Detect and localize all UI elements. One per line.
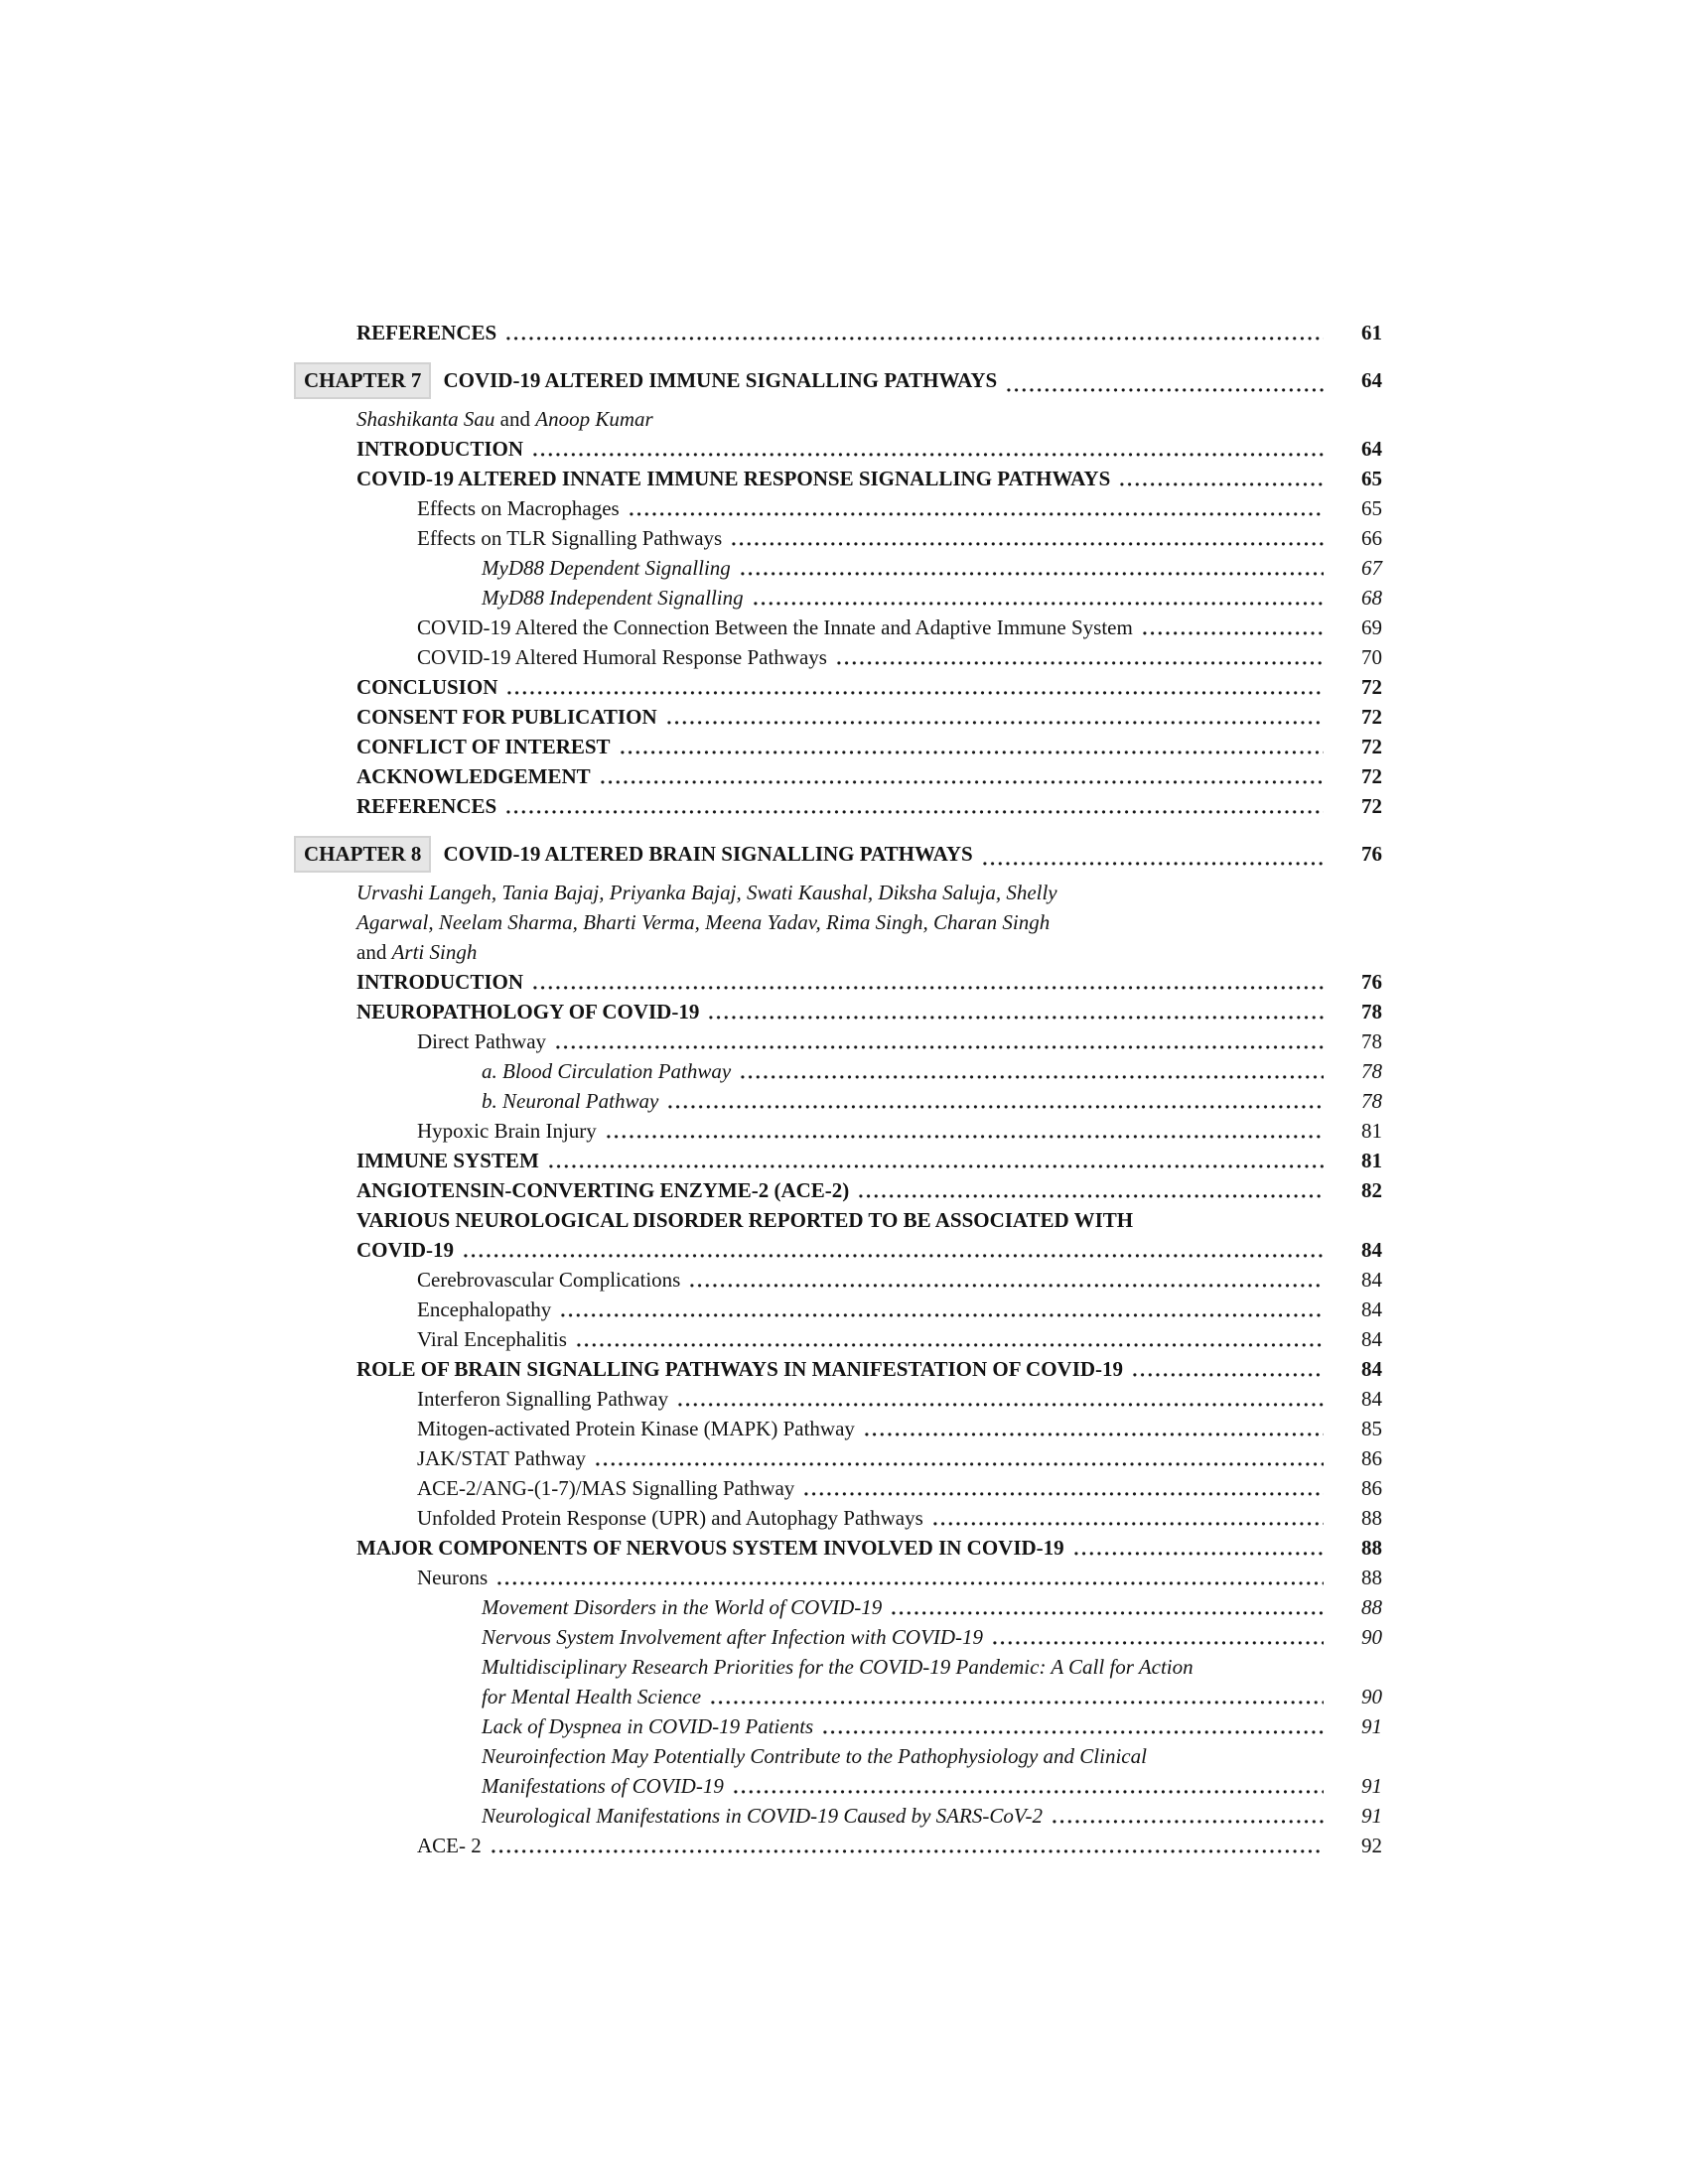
toc-entry [356, 1086, 1382, 1116]
toc-entry-title: ACKNOWLEDGEMENT [356, 764, 591, 788]
toc-entry [356, 613, 1382, 642]
dot-leader [701, 1682, 1333, 1711]
dot-leader [722, 523, 1333, 553]
dot-leader [731, 553, 1333, 583]
toc-entry [356, 702, 1382, 732]
page-number: 90 [1361, 1685, 1382, 1708]
toc-entry-title: CONSENT FOR PUBLICATION [356, 705, 657, 729]
dot-leader [1123, 1354, 1333, 1384]
toc-entry [356, 1711, 1382, 1741]
toc-entry [356, 1503, 1382, 1533]
toc-entry [356, 1592, 1382, 1622]
dot-leader [983, 1622, 1333, 1652]
page-number: 64 [1361, 368, 1382, 392]
toc-entry [356, 464, 1382, 493]
page-number: 86 [1361, 1446, 1382, 1470]
dot-leader [657, 702, 1333, 732]
page-number: 70 [1361, 645, 1382, 669]
page-number: 88 [1361, 1506, 1382, 1530]
toc-entry [356, 583, 1382, 613]
dot-leader [658, 1086, 1333, 1116]
toc-entry-title: Manifestations of COVID-19 [482, 1774, 724, 1798]
dot-leader [827, 642, 1333, 672]
dot-leader [744, 583, 1333, 613]
toc-entry [356, 1741, 1382, 1771]
toc-entry-title: a. Blood Circulation Pathway [482, 1059, 732, 1083]
dot-leader [496, 791, 1333, 821]
page-number: 78 [1361, 1089, 1382, 1113]
page-number: 72 [1361, 794, 1382, 818]
toc-entry-title: Lack of Dyspnea in COVID-19 Patients [482, 1714, 814, 1738]
page-number: 91 [1361, 1714, 1382, 1738]
page-number: 66 [1361, 526, 1382, 550]
toc-entry-title: Multidisciplinary Research Priorities for the COVID-19 Pandemic: A Call for Action [482, 1655, 1194, 1679]
author-name: Arti Singh [391, 940, 478, 964]
dot-leader [731, 1056, 1333, 1086]
toc-entry-title: VARIOUS NEUROLOGICAL DISORDER REPORTED TO BE ASSOCIATED WITH [356, 1208, 1134, 1232]
dot-leader [586, 1443, 1333, 1473]
dot-leader [496, 318, 1333, 347]
toc-entry [356, 1652, 1382, 1682]
page-number: 76 [1361, 970, 1382, 994]
toc-entry [356, 967, 1382, 997]
dot-leader [523, 434, 1333, 464]
toc-entry-title: MAJOR COMPONENTS OF NERVOUS SYSTEM INVOLVED IN COVID-19 [356, 1536, 1064, 1560]
page-number: 86 [1361, 1476, 1382, 1500]
page-number: 72 [1361, 764, 1382, 788]
page-number: 84 [1361, 1238, 1382, 1262]
toc-entry [356, 1265, 1382, 1295]
toc-entry [356, 1205, 1382, 1235]
page-number: 84 [1361, 1327, 1382, 1351]
toc-entry-title: ANGIOTENSIN-CONVERTING ENZYME-2 (ACE-2) [356, 1178, 850, 1202]
dot-leader [488, 1563, 1333, 1592]
page-number: 76 [1361, 842, 1382, 866]
toc-entry [356, 1831, 1382, 1860]
dot-leader [597, 1116, 1333, 1146]
toc-entry [356, 1116, 1382, 1146]
chapter-title: COVID-19 ALTERED BRAIN SIGNALLING PATHWAYS [443, 842, 973, 866]
page-number: 65 [1361, 467, 1382, 490]
page-number: 88 [1361, 1595, 1382, 1619]
toc-entry [356, 791, 1382, 821]
page-number: 68 [1361, 586, 1382, 610]
toc-entry-title: NEUROPATHOLOGY OF COVID-19 [356, 1000, 700, 1024]
toc-entry-title: JAK/STAT Pathway [417, 1446, 587, 1470]
toc-entry [356, 1175, 1382, 1205]
chapter-label: CHAPTER 7 [294, 362, 431, 399]
dot-leader [724, 1771, 1333, 1801]
toc-entry [356, 493, 1382, 523]
authors-line [356, 937, 1382, 967]
dot-leader [551, 1295, 1333, 1324]
dot-leader [567, 1324, 1333, 1354]
dot-leader [882, 1592, 1333, 1622]
dot-leader [997, 362, 1333, 399]
page-number: 84 [1361, 1357, 1382, 1381]
toc-entry [356, 1384, 1382, 1414]
author-name: Shashikanta Sau [356, 407, 495, 431]
toc-entry [356, 523, 1382, 553]
toc-entry [356, 1324, 1382, 1354]
toc-entry [356, 1235, 1382, 1265]
dot-leader [973, 836, 1333, 873]
page-number: 69 [1361, 615, 1382, 639]
dot-leader [668, 1384, 1333, 1414]
toc-entry-title: Encephalopathy [417, 1297, 552, 1321]
dot-leader [482, 1831, 1333, 1860]
page-number: 88 [1361, 1536, 1382, 1560]
toc-entry-title: Neuroinfection May Potentially Contribute to the Pathophysiology and Clinical [482, 1744, 1147, 1768]
toc-entry [356, 1533, 1382, 1563]
toc-entry-title: Effects on Macrophages [417, 496, 620, 520]
toc-entry-title: COVID-19 [356, 1238, 454, 1262]
page-number: 81 [1361, 1119, 1382, 1143]
author-name: Anoop Kumar [535, 407, 653, 431]
toc-entry-title: Unfolded Protein Response (UPR) and Autophagy Pathways [417, 1506, 923, 1530]
toc-entry [356, 1682, 1382, 1711]
toc-entry-title: CONFLICT OF INTEREST [356, 735, 611, 758]
dot-leader [497, 672, 1333, 702]
toc-entry-title: Interferon Signalling Pathway [417, 1387, 669, 1411]
chapter-entry [294, 836, 1382, 873]
toc-entry-title: IMMUNE SYSTEM [356, 1149, 539, 1172]
page-number: 78 [1361, 1029, 1382, 1053]
toc-entry-title: Effects on TLR Signalling Pathways [417, 526, 723, 550]
dot-leader [680, 1265, 1333, 1295]
dot-leader [1043, 1801, 1333, 1831]
toc-entry-title: CONCLUSION [356, 675, 498, 699]
page-number: 67 [1361, 556, 1382, 580]
dot-leader [620, 493, 1333, 523]
page-number: 84 [1361, 1387, 1382, 1411]
toc-entry [356, 1414, 1382, 1443]
toc-entry [356, 761, 1382, 791]
toc-entry [356, 318, 1382, 347]
dot-leader [1110, 464, 1333, 493]
toc-entry-title: Nervous System Involvement after Infection with COVID-19 [482, 1625, 984, 1649]
toc-entry-title: Mitogen-activated Protein Kinase (MAPK) Pathway [417, 1417, 855, 1440]
page-number: 64 [1361, 437, 1382, 461]
page-number: 78 [1361, 1059, 1382, 1083]
toc-entry-title: Direct Pathway [417, 1029, 547, 1053]
toc-entry [356, 1354, 1382, 1384]
toc-entry-title: ACE- 2 [417, 1834, 482, 1857]
page-number: 82 [1361, 1178, 1382, 1202]
toc-entry [356, 732, 1382, 761]
toc-entry-title: MyD88 Dependent Signalling [482, 556, 731, 580]
page-number: 72 [1361, 735, 1382, 758]
toc-entry-title: Hypoxic Brain Injury [417, 1119, 597, 1143]
dot-leader [454, 1235, 1333, 1265]
dot-leader [1133, 613, 1333, 642]
toc-entry-title: Viral Encephalitis [417, 1327, 567, 1351]
authors-conjunction: and [356, 940, 392, 964]
toc-entry-title: INTRODUCTION [356, 970, 524, 994]
toc-entry [356, 1801, 1382, 1831]
toc-entry [356, 997, 1382, 1026]
page-number: 72 [1361, 705, 1382, 729]
toc-entry-title: REFERENCES [356, 321, 497, 344]
toc-entry [356, 1563, 1382, 1592]
page-number: 91 [1361, 1774, 1382, 1798]
page-number: 88 [1361, 1566, 1382, 1589]
authors-line [356, 907, 1382, 937]
toc-entry-title: Cerebrovascular Complications [417, 1268, 681, 1292]
toc-entry-title: b. Neuronal Pathway [482, 1089, 659, 1113]
toc-entry-title: ACE-2/ANG-(1-7)/MAS Signalling Pathway [417, 1476, 795, 1500]
toc-entry [356, 1443, 1382, 1473]
toc-entry [356, 1026, 1382, 1056]
dot-leader [546, 1026, 1333, 1056]
toc-entry [356, 434, 1382, 464]
toc-entry-title: for Mental Health Science [482, 1685, 702, 1708]
page-number: 84 [1361, 1268, 1382, 1292]
toc-entry-title: COVID-19 ALTERED INNATE IMMUNE RESPONSE SIGNALLING PATHWAYS [356, 467, 1111, 490]
toc-entry [356, 1473, 1382, 1503]
page-number: 90 [1361, 1625, 1382, 1649]
authors-line [356, 404, 1382, 434]
toc-entry [356, 1146, 1382, 1175]
dot-leader [611, 732, 1333, 761]
page-number: 78 [1361, 1000, 1382, 1024]
toc-entry-title: REFERENCES [356, 794, 497, 818]
toc-entry-title: ROLE OF BRAIN SIGNALLING PATHWAYS IN MANIFESTATION OF COVID-19 [356, 1357, 1124, 1381]
toc-entry-title: COVID-19 Altered the Connection Between the Innate and Adaptive Immune System [417, 615, 1133, 639]
toc-entry-title: MyD88 Independent Signalling [482, 586, 744, 610]
page-number: 92 [1361, 1834, 1382, 1857]
page-number: 84 [1361, 1297, 1382, 1321]
toc-entry [356, 1771, 1382, 1801]
page-number: 72 [1361, 675, 1382, 699]
authors-conjunction: and [494, 407, 536, 431]
toc-entry-title: COVID-19 Altered Humoral Response Pathways [417, 645, 827, 669]
chapter-title: COVID-19 ALTERED IMMUNE SIGNALLING PATHWAYS [443, 368, 998, 392]
page-number: 81 [1361, 1149, 1382, 1172]
dot-leader [794, 1473, 1333, 1503]
toc-entry [356, 1056, 1382, 1086]
toc-entry-title: Neurological Manifestations in COVID-19 Caused by SARS-CoV-2 [482, 1804, 1044, 1828]
dot-leader [591, 761, 1333, 791]
dot-leader [539, 1146, 1333, 1175]
dot-leader [923, 1503, 1333, 1533]
dot-leader [849, 1175, 1333, 1205]
authors-line [356, 878, 1382, 907]
toc-entry [356, 1295, 1382, 1324]
table-of-contents [304, 318, 1382, 1860]
page-number: 91 [1361, 1804, 1382, 1828]
toc-entry [356, 672, 1382, 702]
dot-leader [523, 967, 1333, 997]
author-name: Urvashi Langeh, Tania Bajaj, Priyanka Bajaj, Swati Kaushal, Diksha Saluja, Shelly [356, 881, 1057, 904]
toc-entry-title: Movement Disorders in the World of COVID-19 [482, 1595, 883, 1619]
dot-leader [855, 1414, 1333, 1443]
toc-entry-title: Neurons [417, 1566, 489, 1589]
toc-entry [356, 553, 1382, 583]
page-number: 61 [1361, 321, 1382, 344]
page-number: 85 [1361, 1417, 1382, 1440]
toc-entry [356, 1622, 1382, 1652]
author-name: Agarwal, Neelam Sharma, Bharti Verma, Meena Yadav, Rima Singh, Charan Singh [356, 910, 1051, 934]
toc-entry [356, 642, 1382, 672]
dot-leader [699, 997, 1333, 1026]
chapter-label: CHAPTER 8 [294, 836, 431, 873]
toc-entry-title: INTRODUCTION [356, 437, 524, 461]
dot-leader [813, 1711, 1333, 1741]
dot-leader [1064, 1533, 1333, 1563]
page-number: 65 [1361, 496, 1382, 520]
chapter-entry [294, 362, 1382, 399]
